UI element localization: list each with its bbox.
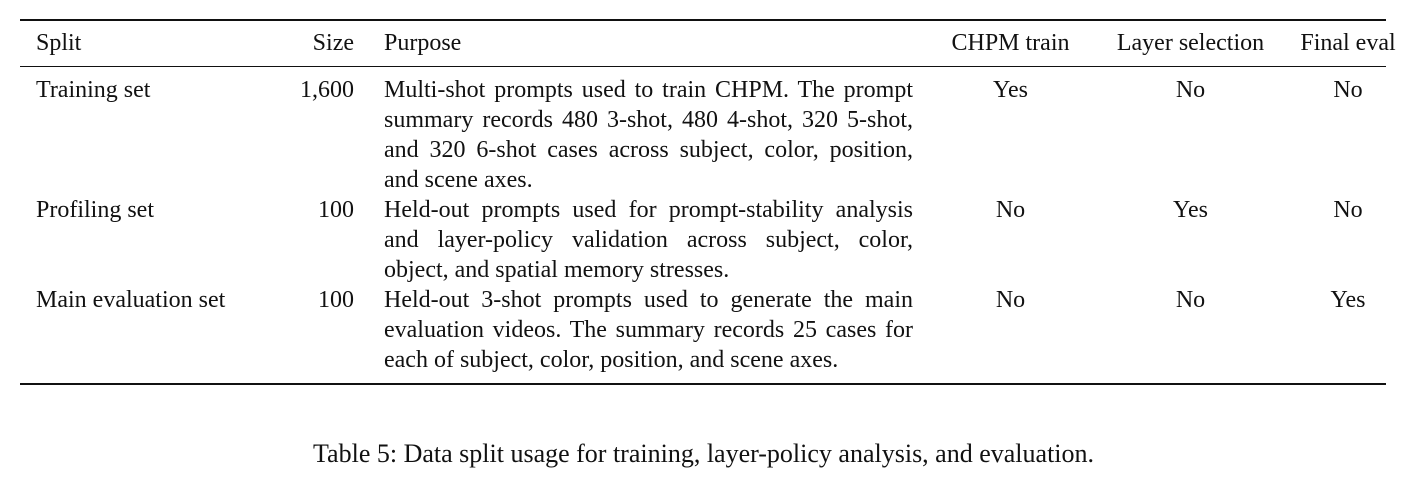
table-header-row: [20, 21, 1407, 66]
cell-layer-selection: Yes: [1173, 197, 1208, 223]
header-chpm-train: CHPM train: [951, 30, 1070, 56]
data-split-table: [20, 21, 1407, 66]
cell-size: 100: [318, 197, 354, 223]
cell-size: 100: [318, 287, 354, 313]
cell-chpm-train: No: [995, 197, 1026, 223]
table-bottom-rule: [20, 383, 1386, 385]
cell-final-eval: Yes: [1330, 287, 1366, 313]
table-row: [20, 195, 1407, 285]
cell-purpose: Held-out 3-shot prompts used to generate the main evaluation videos. The summary records 25 cases for each of subject, color, position, and scene axes.: [384, 287, 913, 373]
cell-purpose: Multi-shot prompts used to train CHPM. The prompt summary records 480 3-shot, 480 4-shot, 320 5-shot, and 320 6-shot cases across subject, color, position, and scene axes.: [384, 77, 913, 193]
table-caption: Table 5: Data split usage for training, layer-policy analysis, and evaluation.: [312, 439, 1095, 468]
header-layer-selection: Layer selection: [1116, 30, 1265, 56]
cell-layer-selection: No: [1175, 287, 1206, 313]
cell-size: 1,600: [300, 77, 354, 103]
table-row: [20, 67, 1407, 195]
header-final-eval: Final eval: [1300, 30, 1396, 56]
header-split: Split: [36, 30, 82, 56]
cell-chpm-train: No: [995, 287, 1026, 313]
cell-split: Main evaluation set: [36, 287, 226, 313]
cell-split: Profiling set: [36, 197, 154, 223]
cell-final-eval: No: [1333, 197, 1363, 223]
cell-chpm-train: Yes: [993, 77, 1028, 103]
cell-layer-selection: No: [1175, 77, 1206, 103]
cell-purpose: Held-out prompts used for prompt-stability analysis and layer-policy validation across subject, color, object, and spatial memory stresses.: [384, 197, 913, 283]
header-purpose: Purpose: [384, 30, 462, 56]
data-split-table-body: [20, 67, 1407, 383]
cell-split: Training set: [36, 77, 151, 103]
cell-final-eval: No: [1333, 77, 1363, 103]
table-row: [20, 285, 1407, 383]
header-size: Size: [312, 30, 354, 56]
data-split-table-container: [20, 19, 1396, 385]
